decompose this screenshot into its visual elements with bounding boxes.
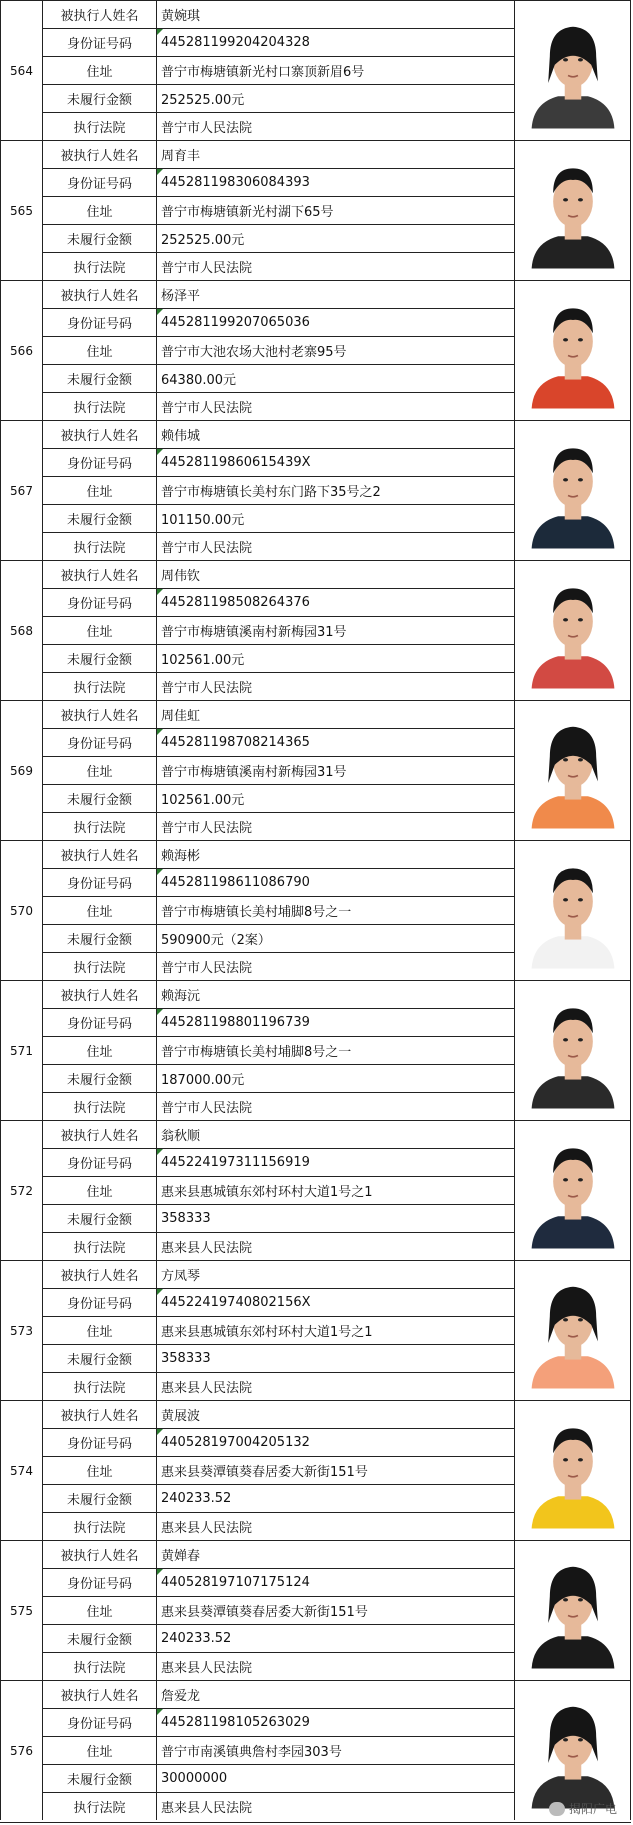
field-row-amount <box>43 505 515 533</box>
portrait-photo <box>515 1261 631 1400</box>
field-row-court <box>43 1653 515 1680</box>
field-label-id: 身份证号码 <box>43 29 157 56</box>
field-label-id: 身份证号码 <box>43 309 157 336</box>
field-value-name: 周佳虹 <box>157 701 515 728</box>
record-fields <box>43 421 515 560</box>
field-label-id: 身份证号码 <box>43 729 157 756</box>
field-value-amount: 102561.00元 <box>157 645 515 672</box>
field-value-id: 445224197311156919 <box>157 1149 515 1176</box>
field-row-id <box>43 29 515 57</box>
field-row-address <box>43 1177 515 1205</box>
field-value-address: 普宁市梅塘镇新光村口寨顶新眉6号 <box>157 57 515 84</box>
record-575 <box>0 1540 631 1680</box>
field-label-amount: 未履行金额 <box>43 225 157 252</box>
field-value-amount: 64380.00元 <box>157 365 515 392</box>
field-value-address: 普宁市梅塘镇长美村埔脚8号之一 <box>157 1037 515 1064</box>
field-row-id <box>43 589 515 617</box>
field-label-amount: 未履行金额 <box>43 505 157 532</box>
field-row-amount <box>43 365 515 393</box>
field-label-id: 身份证号码 <box>43 1289 157 1316</box>
field-label-name: 被执行人姓名 <box>43 701 157 728</box>
field-row-name <box>43 281 515 309</box>
field-value-address: 惠来县惠城镇东郊村环村大道1号之1 <box>157 1317 515 1344</box>
field-label-amount: 未履行金额 <box>43 925 157 952</box>
field-label-address: 住址 <box>43 1597 157 1624</box>
field-value-amount: 30000000 <box>157 1765 515 1792</box>
field-label-id: 身份证号码 <box>43 169 157 196</box>
field-label-address: 住址 <box>43 477 157 504</box>
field-value-amount: 187000.00元 <box>157 1065 515 1092</box>
field-label-name: 被执行人姓名 <box>43 1 157 28</box>
record-number: 568 <box>0 561 43 700</box>
field-label-id: 身份证号码 <box>43 869 157 896</box>
field-row-name <box>43 141 515 169</box>
field-label-address: 住址 <box>43 1317 157 1344</box>
field-value-address: 普宁市梅塘镇新光村湖下65号 <box>157 197 515 224</box>
field-row-amount <box>43 225 515 253</box>
field-value-address: 普宁市南溪镇典詹村李园303号 <box>157 1737 515 1764</box>
record-565 <box>0 140 631 280</box>
field-label-address: 住址 <box>43 57 157 84</box>
portrait-photo <box>515 981 631 1120</box>
field-value-court: 普宁市人民法院 <box>157 113 515 140</box>
field-value-amount: 590900元（2案） <box>157 925 515 952</box>
field-value-id: 445281199207065036 <box>157 309 515 336</box>
field-label-name: 被执行人姓名 <box>43 981 157 1008</box>
field-row-id <box>43 729 515 757</box>
watermark-text: 揭阳广电 <box>568 1802 617 1816</box>
field-row-name <box>43 1541 515 1569</box>
record-number: 571 <box>0 981 43 1120</box>
field-row-id <box>43 1289 515 1317</box>
field-value-id: 440528197004205132 <box>157 1429 515 1456</box>
field-value-amount: 252525.00元 <box>157 85 515 112</box>
record-566 <box>0 280 631 420</box>
field-row-name <box>43 1681 515 1709</box>
field-label-court: 执行法院 <box>43 253 157 280</box>
field-value-name: 周育丰 <box>157 141 515 168</box>
field-label-amount: 未履行金额 <box>43 1345 157 1372</box>
field-row-id <box>43 169 515 197</box>
field-row-amount <box>43 645 515 673</box>
field-row-address <box>43 1737 515 1765</box>
portrait-photo <box>515 1121 631 1260</box>
field-label-court: 执行法院 <box>43 533 157 560</box>
record-number: 565 <box>0 141 43 280</box>
field-row-address <box>43 897 515 925</box>
field-row-name <box>43 421 515 449</box>
field-value-court: 普宁市人民法院 <box>157 253 515 280</box>
field-row-court <box>43 1373 515 1400</box>
field-value-court: 普宁市人民法院 <box>157 813 515 840</box>
field-value-name: 方凤琴 <box>157 1261 515 1288</box>
field-label-amount: 未履行金额 <box>43 1625 157 1652</box>
field-row-court <box>43 393 515 420</box>
portrait-photo <box>515 841 631 980</box>
field-label-amount: 未履行金额 <box>43 785 157 812</box>
record-fields <box>43 701 515 840</box>
record-fields <box>43 1681 515 1820</box>
field-value-id: 445281198105263029 <box>157 1709 515 1736</box>
field-value-id: 445281199204204328 <box>157 29 515 56</box>
record-fields <box>43 561 515 700</box>
record-576 <box>0 1680 631 1820</box>
field-value-id: 440528197107175124 <box>157 1569 515 1596</box>
field-row-id <box>43 869 515 897</box>
field-row-name <box>43 701 515 729</box>
field-value-id: 445281198801196739 <box>157 1009 515 1036</box>
field-label-amount: 未履行金额 <box>43 85 157 112</box>
field-row-name <box>43 981 515 1009</box>
field-value-id: 445281198611086790 <box>157 869 515 896</box>
field-label-amount: 未履行金额 <box>43 645 157 672</box>
field-label-court: 执行法院 <box>43 1793 157 1820</box>
field-row-court <box>43 1513 515 1540</box>
field-row-court <box>43 1093 515 1120</box>
field-row-id <box>43 1569 515 1597</box>
field-label-address: 住址 <box>43 1037 157 1064</box>
field-row-amount <box>43 785 515 813</box>
field-row-amount <box>43 1065 515 1093</box>
record-fields <box>43 281 515 420</box>
field-value-court: 普宁市人民法院 <box>157 533 515 560</box>
record-570 <box>0 840 631 980</box>
field-label-name: 被执行人姓名 <box>43 1541 157 1568</box>
field-row-amount <box>43 1625 515 1653</box>
record-fields <box>43 981 515 1120</box>
portrait-photo <box>515 421 631 560</box>
field-row-address <box>43 1037 515 1065</box>
field-label-address: 住址 <box>43 337 157 364</box>
record-number: 567 <box>0 421 43 560</box>
record-571 <box>0 980 631 1120</box>
field-value-name: 詹爱龙 <box>157 1681 515 1708</box>
field-value-name: 杨泽平 <box>157 281 515 308</box>
field-row-address <box>43 617 515 645</box>
field-row-address <box>43 1597 515 1625</box>
field-label-court: 执行法院 <box>43 813 157 840</box>
record-number: 574 <box>0 1401 43 1540</box>
record-569 <box>0 700 631 840</box>
portrait-photo <box>515 141 631 280</box>
field-value-address: 普宁市梅塘镇溪南村新梅园31号 <box>157 617 515 644</box>
field-label-address: 住址 <box>43 897 157 924</box>
field-row-id <box>43 1009 515 1037</box>
field-value-court: 惠来县人民法院 <box>157 1793 515 1820</box>
record-574 <box>0 1400 631 1540</box>
field-label-court: 执行法院 <box>43 953 157 980</box>
record-number: 566 <box>0 281 43 420</box>
field-row-court <box>43 1233 515 1260</box>
field-label-address: 住址 <box>43 757 157 784</box>
portrait-photo <box>515 1541 631 1680</box>
record-fields <box>43 141 515 280</box>
field-row-address <box>43 57 515 85</box>
wechat-icon <box>549 1802 565 1816</box>
field-label-court: 执行法院 <box>43 673 157 700</box>
field-value-amount: 102561.00元 <box>157 785 515 812</box>
field-value-court: 普宁市人民法院 <box>157 1093 515 1120</box>
field-value-name: 黄展波 <box>157 1401 515 1428</box>
field-value-court: 惠来县人民法院 <box>157 1513 515 1540</box>
field-value-court: 普宁市人民法院 <box>157 393 515 420</box>
record-fields <box>43 1401 515 1540</box>
field-value-address: 普宁市大池农场大池村老寨95号 <box>157 337 515 364</box>
field-value-name: 赖伟城 <box>157 421 515 448</box>
field-value-address: 普宁市梅塘镇溪南村新梅园31号 <box>157 757 515 784</box>
field-row-amount <box>43 85 515 113</box>
record-fields <box>43 1121 515 1260</box>
field-row-name <box>43 1 515 29</box>
field-row-id <box>43 1429 515 1457</box>
record-number: 573 <box>0 1261 43 1400</box>
record-number: 576 <box>0 1681 43 1820</box>
field-label-court: 执行法院 <box>43 1653 157 1680</box>
field-label-name: 被执行人姓名 <box>43 421 157 448</box>
field-value-address: 惠来县葵潭镇葵春居委大新街151号 <box>157 1597 515 1624</box>
field-value-name: 黄婉琪 <box>157 1 515 28</box>
field-row-id <box>43 1709 515 1737</box>
field-value-amount: 358333 <box>157 1345 515 1372</box>
record-fields <box>43 841 515 980</box>
record-fields <box>43 1541 515 1680</box>
field-label-name: 被执行人姓名 <box>43 1261 157 1288</box>
field-value-name: 翁秋顺 <box>157 1121 515 1148</box>
record-573 <box>0 1260 631 1400</box>
field-label-court: 执行法院 <box>43 393 157 420</box>
field-label-address: 住址 <box>43 1737 157 1764</box>
field-label-id: 身份证号码 <box>43 1149 157 1176</box>
field-label-court: 执行法院 <box>43 113 157 140</box>
field-value-id: 44528119860615439X <box>157 449 515 476</box>
field-row-amount <box>43 1345 515 1373</box>
field-row-name <box>43 841 515 869</box>
field-value-address: 普宁市梅塘镇长美村埔脚8号之一 <box>157 897 515 924</box>
watermark <box>549 1800 617 1817</box>
field-label-id: 身份证号码 <box>43 1569 157 1596</box>
record-572 <box>0 1120 631 1260</box>
field-label-amount: 未履行金额 <box>43 1065 157 1092</box>
field-value-amount: 240233.52 <box>157 1625 515 1652</box>
field-value-name: 黄婵春 <box>157 1541 515 1568</box>
record-fields <box>43 1 515 140</box>
field-row-court <box>43 953 515 980</box>
field-row-court <box>43 673 515 700</box>
field-value-id: 445281198306084393 <box>157 169 515 196</box>
field-label-address: 住址 <box>43 617 157 644</box>
field-value-amount: 252525.00元 <box>157 225 515 252</box>
record-fields <box>43 1261 515 1400</box>
field-label-court: 执行法院 <box>43 1513 157 1540</box>
field-value-address: 惠来县惠城镇东郊村环村大道1号之1 <box>157 1177 515 1204</box>
field-row-id <box>43 1149 515 1177</box>
field-value-court: 惠来县人民法院 <box>157 1373 515 1400</box>
field-value-id: 44522419740802156X <box>157 1289 515 1316</box>
record-number: 570 <box>0 841 43 980</box>
field-row-address <box>43 757 515 785</box>
field-value-name: 赖海彬 <box>157 841 515 868</box>
field-label-amount: 未履行金额 <box>43 365 157 392</box>
field-row-court <box>43 113 515 140</box>
field-value-id: 445281198508264376 <box>157 589 515 616</box>
field-value-court: 惠来县人民法院 <box>157 1653 515 1680</box>
field-label-address: 住址 <box>43 1457 157 1484</box>
field-label-court: 执行法院 <box>43 1373 157 1400</box>
field-row-address <box>43 1317 515 1345</box>
field-label-court: 执行法院 <box>43 1093 157 1120</box>
field-label-id: 身份证号码 <box>43 1709 157 1736</box>
field-value-name: 周伟钦 <box>157 561 515 588</box>
field-row-court <box>43 533 515 560</box>
portrait-photo <box>515 561 631 700</box>
field-row-name <box>43 561 515 589</box>
field-label-name: 被执行人姓名 <box>43 841 157 868</box>
field-row-court <box>43 813 515 840</box>
field-label-amount: 未履行金额 <box>43 1765 157 1792</box>
field-row-amount <box>43 925 515 953</box>
field-label-amount: 未履行金额 <box>43 1205 157 1232</box>
table-bottom-border <box>0 1822 631 1823</box>
field-value-court: 惠来县人民法院 <box>157 1233 515 1260</box>
field-value-amount: 101150.00元 <box>157 505 515 532</box>
record-number: 564 <box>0 1 43 140</box>
field-label-name: 被执行人姓名 <box>43 1681 157 1708</box>
field-label-amount: 未履行金额 <box>43 1485 157 1512</box>
field-label-address: 住址 <box>43 197 157 224</box>
field-value-court: 普宁市人民法院 <box>157 953 515 980</box>
field-row-id <box>43 309 515 337</box>
field-row-address <box>43 477 515 505</box>
record-568 <box>0 560 631 700</box>
field-value-address: 普宁市梅塘镇长美村东门路下35号之2 <box>157 477 515 504</box>
field-row-amount <box>43 1485 515 1513</box>
field-label-address: 住址 <box>43 1177 157 1204</box>
field-row-name <box>43 1401 515 1429</box>
field-value-id: 445281198708214365 <box>157 729 515 756</box>
field-label-id: 身份证号码 <box>43 1429 157 1456</box>
field-row-court <box>43 253 515 280</box>
field-value-amount: 358333 <box>157 1205 515 1232</box>
field-label-id: 身份证号码 <box>43 1009 157 1036</box>
portrait-photo <box>515 701 631 840</box>
field-label-name: 被执行人姓名 <box>43 561 157 588</box>
portrait-photo <box>515 281 631 420</box>
field-row-name <box>43 1121 515 1149</box>
field-value-amount: 240233.52 <box>157 1485 515 1512</box>
field-value-name: 赖海沅 <box>157 981 515 1008</box>
field-label-id: 身份证号码 <box>43 589 157 616</box>
field-row-court <box>43 1793 515 1820</box>
field-value-court: 普宁市人民法院 <box>157 673 515 700</box>
record-number: 572 <box>0 1121 43 1260</box>
field-label-id: 身份证号码 <box>43 449 157 476</box>
field-row-amount <box>43 1205 515 1233</box>
field-label-name: 被执行人姓名 <box>43 141 157 168</box>
field-row-address <box>43 337 515 365</box>
portrait-photo <box>515 1 631 140</box>
field-row-amount <box>43 1765 515 1793</box>
field-row-id <box>43 449 515 477</box>
record-564 <box>0 0 631 140</box>
record-567 <box>0 420 631 560</box>
field-row-name <box>43 1261 515 1289</box>
field-row-address <box>43 197 515 225</box>
field-label-name: 被执行人姓名 <box>43 281 157 308</box>
field-value-address: 惠来县葵潭镇葵春居委大新街151号 <box>157 1457 515 1484</box>
field-label-name: 被执行人姓名 <box>43 1121 157 1148</box>
record-number: 569 <box>0 701 43 840</box>
portrait-photo <box>515 1401 631 1540</box>
field-row-address <box>43 1457 515 1485</box>
field-label-name: 被执行人姓名 <box>43 1401 157 1428</box>
field-label-court: 执行法院 <box>43 1233 157 1260</box>
record-number: 575 <box>0 1541 43 1680</box>
